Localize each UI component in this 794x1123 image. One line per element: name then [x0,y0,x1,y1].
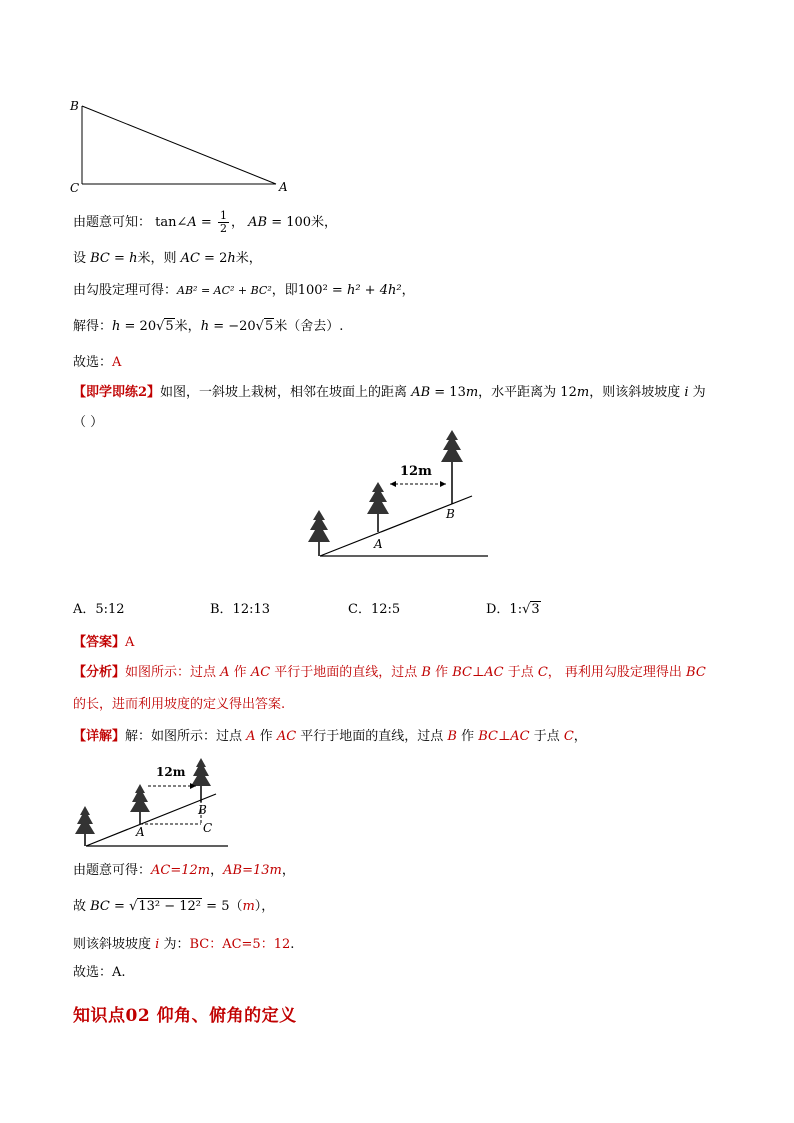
text: 作 [430,665,453,680]
detail-line-4 [73,936,294,954]
analysis-tag: 【分析】 [73,665,126,680]
text: = 5（ [202,899,243,914]
var-ac: AC [250,665,271,680]
detail-line-3 [73,898,274,916]
text: ，即100² = [271,283,347,298]
slope-line [320,496,472,556]
tree-icon [191,758,211,802]
text: 如图，一斜坡上栽树，相邻在坡面上的距离 [160,385,412,400]
tree-icon [367,482,389,532]
text: ， [281,863,295,878]
text: ， [573,729,587,744]
triangle-figure [66,96,296,196]
label-a: A [136,825,145,839]
sqrt-value: 3 [531,602,540,617]
sqrt-value: 13² − 12² [138,899,202,914]
text: = 13 [430,385,466,400]
var-bc: BC [90,899,110,914]
solution-line-3 [73,282,415,300]
eq: = 20 [120,319,157,334]
solution-line-4 [73,318,343,336]
var-a: A [220,665,230,680]
text: 为 [688,385,706,400]
denominator: 2 [219,222,227,235]
var-b: B [421,665,431,680]
slope-figure [300,424,500,564]
text: 由题意可知： [73,215,152,230]
text: ， [401,283,415,298]
sqrt-value: 5 [264,319,274,334]
text: 解得： [73,319,113,334]
var-c: C [563,729,574,744]
text: ）， [254,899,275,914]
var-ac: AC [180,251,200,266]
sqrt-sign: √ [129,899,138,914]
option-c-text: C．12:5 [348,602,401,617]
option-b-text: B．12:13 [210,602,271,617]
var-b: B [447,729,457,744]
label-b: B [446,507,455,521]
option-a-text: A．5:12 [73,602,125,617]
text: 故选： [73,355,113,370]
eq: = −20 [209,319,256,334]
analysis-line-1 [73,664,706,682]
text: 由题意可得： [73,863,152,878]
option-c[interactable] [348,598,400,617]
label-c: C [203,821,213,835]
sqrt-sign: √ [255,319,264,334]
option-a[interactable] [73,598,125,617]
text: 平行于地面的直线，过点 [270,665,422,680]
text: 如图所示：过点 [125,665,221,680]
var-bc-perp: BC⊥AC [452,665,504,680]
detail-tag: 【详解】 [73,729,126,744]
var-ab: AB [411,385,431,400]
label-a: A [279,180,288,194]
eq: = 2 [199,251,228,266]
answer-letter: A [112,355,122,370]
text: 由勾股定理可得： [73,283,178,298]
tree-icon [75,806,95,846]
problem-tag: 【即学即练2】 [73,385,161,400]
section-heading: 知识点02 仰角、俯角的定义 [73,1006,297,1026]
text: 作 [229,665,251,680]
text: 于点 [503,665,538,680]
text: 解：如图所示：过点 [125,729,247,744]
solution-line-2 [73,250,262,268]
slope-line [86,794,216,846]
pythag-formula: AB² = AC² + BC² [177,284,272,297]
tree-icon [308,510,330,556]
var-h: h [200,319,210,334]
label-a: A [374,537,383,551]
solution-line-5 [73,354,121,372]
distance-label: 12m [400,464,432,479]
text: 则该斜坡坡度 [73,937,156,952]
sqrt-sign: √ [156,319,165,334]
problem-paren [73,414,103,432]
unit-m: m [576,385,590,400]
ab-value: = 100米， [267,215,338,230]
text: ， 再利用勾股定理得出 [547,665,687,680]
var-a: A [246,729,256,744]
var-bc: BC [686,665,706,680]
detail-line-2 [73,862,295,880]
distance-label: 12m [156,765,186,779]
answer-value: A [125,635,135,650]
text: ，水平距离为 12 [478,385,577,400]
rhs: h² + 4h² [346,283,402,298]
text: 米， [174,319,201,334]
arrow-head [390,481,396,487]
arrow-head [440,481,446,487]
text: 故选：A. [73,965,126,980]
var-bc-perp: BC⊥AC [478,729,530,744]
eq: = [109,251,130,266]
ratio: BC：AC=5：12 [189,937,291,952]
tree-icon [441,430,463,504]
text: 作 [255,729,277,744]
numerator: 1 [219,209,227,222]
unit-m: m [242,899,255,914]
text: 设 [73,251,91,266]
var-h: h [112,319,121,334]
ac-value: AC=12m [151,863,211,878]
text: . [290,937,295,952]
option-d-text: D．1: [486,602,523,617]
label-b: B [70,99,79,113]
sqrt-value: 5 [165,319,174,334]
var-h: h [227,251,236,266]
var-c: C [537,665,548,680]
text: ，则该斜坡坡度 [589,385,685,400]
side-ab [82,106,276,184]
eq: = [109,899,130,914]
slope-detail-figure [70,754,240,854]
option-d[interactable] [486,598,541,617]
text: 为： [159,937,190,952]
answer-blank: （ ） [73,415,104,430]
var-a: A [187,215,197,230]
label-b: B [198,803,207,817]
text: ， [210,863,224,878]
text: 平行于地面的直线，过点 [296,729,448,744]
tree-icon [130,784,150,824]
answer-line [73,634,134,652]
tan-label: tan∠ [155,215,188,230]
var-ab: AB [248,215,268,230]
text: 米，则 [137,251,181,266]
analysis-line-2 [73,696,285,714]
var-bc: BC [90,251,110,266]
text: 的长，进而利用坡度的定义得出答案. [73,697,286,712]
solution-line-1 [73,210,337,235]
unit-m: m [465,385,479,400]
detail-line-1 [73,728,587,746]
text: 米， [235,251,262,266]
fraction [218,210,229,235]
problem-statement [73,384,706,402]
ab-value: AB=13m [223,863,282,878]
detail-line-5 [73,964,126,982]
text: 于点 [529,729,564,744]
comma: ， [230,215,244,230]
var-i: i [684,385,689,400]
var-ac: AC [276,729,297,744]
text: 故 [73,899,91,914]
label-c: C [70,181,80,195]
text: 米（舍去）. [274,319,344,334]
answer-tag: 【答案】 [73,635,126,650]
text: 作 [456,729,479,744]
var-i: i [155,937,160,952]
eq: = [196,215,216,230]
option-b[interactable] [210,598,270,617]
sqrt-sign: √ [522,602,531,617]
var-h: h [129,251,138,266]
